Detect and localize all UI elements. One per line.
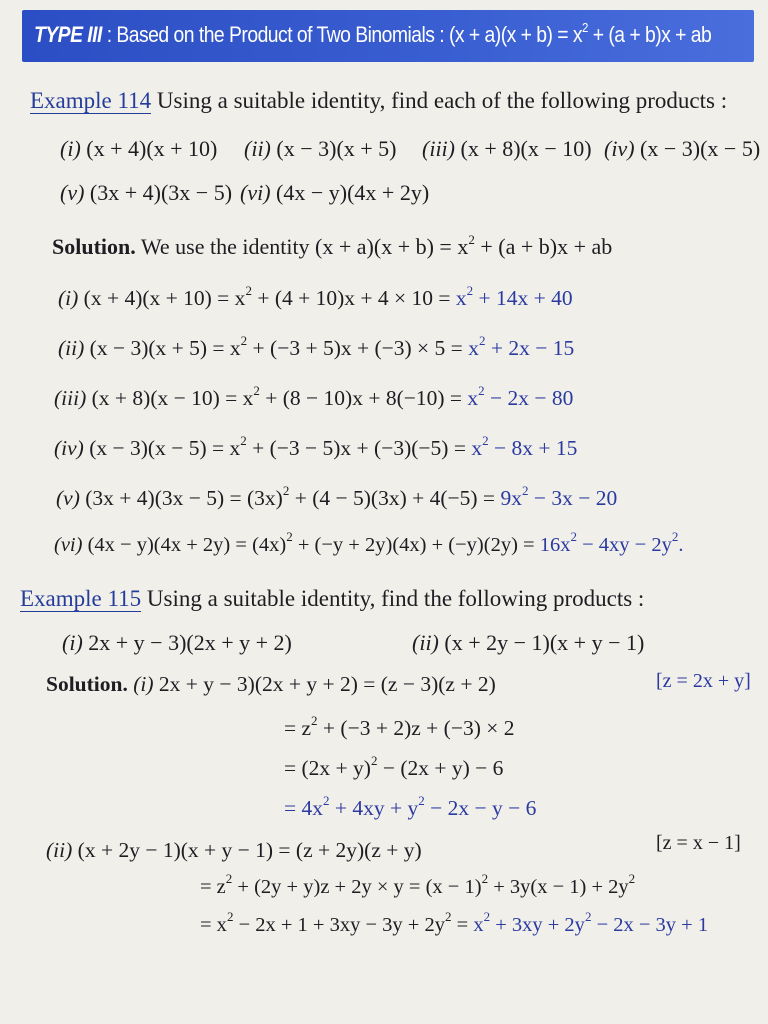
superscript: 2 (240, 333, 248, 348)
step-number: (ii) (46, 838, 73, 862)
step-text: − 2x + 1 + 3xy − 3y + 2y (233, 914, 445, 936)
step-text: (x + 2y − 1)(x + y − 1) = (z + 2y)(z + y) (72, 838, 422, 862)
item-number: (ii) (412, 630, 439, 655)
solution-step (56, 483, 618, 511)
step-text: + (4 − 5)(3x) + 4(−5) = (289, 486, 501, 510)
step-number: (iii) (54, 386, 87, 410)
superscript: 2 (478, 333, 486, 348)
step-number: (v) (56, 486, 80, 510)
result-text: . (678, 534, 684, 556)
item-number: (i) (62, 630, 83, 655)
problem-item (62, 630, 292, 656)
solution-label: Solution. (52, 234, 136, 259)
result-text: − 2x − y − 6 (424, 796, 537, 820)
result-text: x (471, 436, 483, 460)
step-result (467, 383, 574, 410)
step-result (473, 909, 709, 936)
superscript: 2 (468, 232, 475, 247)
step-result (471, 433, 578, 460)
solution-step (46, 838, 422, 863)
result-text: x (467, 386, 479, 410)
result-text: 9x (500, 486, 522, 510)
result-text: 16x (539, 534, 571, 556)
step-text: + (−3 + 2)z + (−3) × 2 (317, 716, 515, 740)
result-text: − 2x − 80 (484, 386, 574, 410)
step-text: + (8 − 10)x + 8(−10) = (259, 386, 468, 410)
solution-intro (52, 234, 612, 260)
solution-text-tail: + (a + b)x + ab (474, 234, 613, 259)
solution-text: We use the identity (x + a)(x + b) = x (135, 234, 469, 259)
example-115-title (20, 586, 644, 612)
problem-item (244, 136, 397, 162)
step-text: + (2y + y)z + 2y × y = (x − 1) (232, 876, 482, 898)
step-number: (i) (58, 286, 79, 310)
step-text: + (−3 + 5)x + (−3) × 5 = (247, 336, 469, 360)
problem-item (60, 136, 217, 162)
step-text: (x − 3)(x + 5) = x (84, 336, 241, 360)
superscript: 2 (226, 909, 234, 924)
superscript: 2 (370, 753, 378, 768)
step-text: (3x + 4)(3x − 5) = (3x) (79, 486, 283, 510)
step-text: (x + 4)(x + 10) = x (78, 286, 246, 310)
step-text: = z (200, 876, 226, 898)
step-text: 2x + y − 3)(2x + y + 2) = (z − 3)(z + 2) (153, 672, 496, 696)
step-result (500, 483, 618, 510)
result-text: + 4xy + y (329, 796, 419, 820)
step-result (455, 283, 573, 310)
item-number: (vi) (240, 180, 271, 205)
step-number: (i) (127, 672, 154, 696)
solution-step (284, 753, 504, 781)
superscript: 2 (225, 871, 233, 886)
superscript: 2 (481, 871, 489, 886)
step-number: (vi) (54, 534, 83, 556)
superscript: 2 (570, 529, 577, 544)
example-114-title (30, 88, 727, 114)
result-text: + 2x − 15 (485, 336, 575, 360)
item-expression: (x − 3)(x − 5) (640, 136, 761, 161)
superscript: 2 (286, 529, 293, 544)
problem-item (412, 630, 644, 656)
result-text: x (473, 914, 484, 936)
problem-item (422, 136, 592, 162)
banner-heading-text: : Based on the Product of Two Binomials : (x + a)(x + b) = x (101, 22, 583, 47)
example-statement: Using a suitable identity, find each of the following products : (151, 88, 728, 113)
banner-heading-tail: + (a + b)x + ab (587, 22, 712, 47)
solution-label: Solution. (46, 672, 128, 696)
step-number: (iv) (54, 436, 84, 460)
step-text: = x (200, 914, 227, 936)
superscript: 2 (466, 283, 474, 298)
result-text: − 4xy − 2y (576, 534, 672, 556)
superscript: 2 (582, 20, 588, 35)
section-banner (22, 10, 754, 62)
result-text: + 3xy + 2y (490, 914, 585, 936)
result-text: = 4x (284, 796, 324, 820)
solution-step (54, 529, 684, 557)
solution-step (200, 909, 709, 937)
superscript: 2 (323, 793, 330, 808)
result-text: − 2x − 3y + 1 (591, 914, 709, 936)
item-expression: (x + 2y − 1)(x + y − 1) (438, 630, 645, 655)
solution-step (58, 283, 573, 311)
problem-item (60, 180, 232, 206)
step-text: = (2x + y) (284, 756, 371, 780)
step-text: (x + 8)(x − 10) = x (86, 386, 254, 410)
example-statement: Using a suitable identity, find the following products : (141, 586, 645, 611)
problem-item (240, 180, 429, 206)
superscript: 2 (245, 283, 252, 298)
substitution-note: [z = x − 1] (656, 832, 741, 854)
banner-heading (34, 22, 711, 48)
superscript: 2 (478, 383, 485, 398)
superscript: 2 (483, 909, 491, 924)
result-text: x (455, 286, 467, 310)
type-label: TYPE III (34, 22, 102, 47)
solution-step (58, 333, 575, 361)
step-text: + (−y + 2y)(4x) + (−y)(2y) = (292, 534, 540, 556)
step-text: = (451, 914, 474, 936)
superscript: 2 (253, 383, 260, 398)
item-expression: (x − 3)(x + 5) (276, 136, 397, 161)
solution-step (200, 871, 636, 899)
solution-step (54, 383, 574, 411)
step-text: + 3y(x − 1) + 2y (488, 876, 629, 898)
step-number: (ii) (58, 336, 85, 360)
result-text: + 14x + 40 (473, 286, 573, 310)
item-number: (i) (60, 136, 81, 161)
step-text: − (2x + y) − 6 (377, 756, 504, 780)
step-text: + (−3 − 5)x + (−3)(−5) = (246, 436, 472, 460)
item-number: (iii) (422, 136, 455, 161)
superscript: 2 (482, 433, 489, 448)
superscript: 2 (671, 529, 679, 544)
solution-step (284, 713, 515, 741)
step-text: + (4 + 10)x + 4 × 10 = (251, 286, 456, 310)
item-number: (v) (60, 180, 85, 205)
item-expression: (x + 8)(x − 10) (460, 136, 592, 161)
item-expression: 2x + y − 3)(2x + y + 2) (82, 630, 292, 655)
example-label: Example 114 (30, 88, 152, 113)
superscript: 2 (311, 713, 318, 728)
result-text: − 8x + 15 (488, 436, 578, 460)
superscript: 2 (240, 433, 247, 448)
superscript: 2 (584, 909, 592, 924)
item-expression: (4x − y)(4x + 2y) (276, 180, 430, 205)
result-text: x (468, 336, 479, 360)
item-number: (ii) (244, 136, 271, 161)
problem-item (604, 136, 760, 162)
result-text: − 3x − 20 (528, 486, 618, 510)
step-result (284, 793, 537, 821)
solution-step (54, 433, 578, 461)
solution-115-line1 (46, 672, 496, 697)
step-result (468, 333, 575, 360)
step-text: = z (284, 716, 312, 740)
item-expression: (x + 4)(x + 10) (86, 136, 218, 161)
example-label: Example 115 (20, 586, 142, 611)
item-number: (iv) (604, 136, 635, 161)
step-result (539, 529, 684, 556)
step-text: (x − 3)(x − 5) = x (83, 436, 241, 460)
superscript: 2 (521, 483, 529, 498)
superscript: 2 (628, 871, 636, 886)
superscript: 2 (282, 483, 290, 498)
substitution-note: [z = 2x + y] (656, 670, 751, 692)
item-expression: (3x + 4)(3x − 5) (89, 180, 233, 205)
superscript: 2 (418, 793, 425, 808)
step-text: (4x − y)(4x + 2y) = (4x) (82, 534, 287, 556)
superscript: 2 (445, 909, 452, 924)
